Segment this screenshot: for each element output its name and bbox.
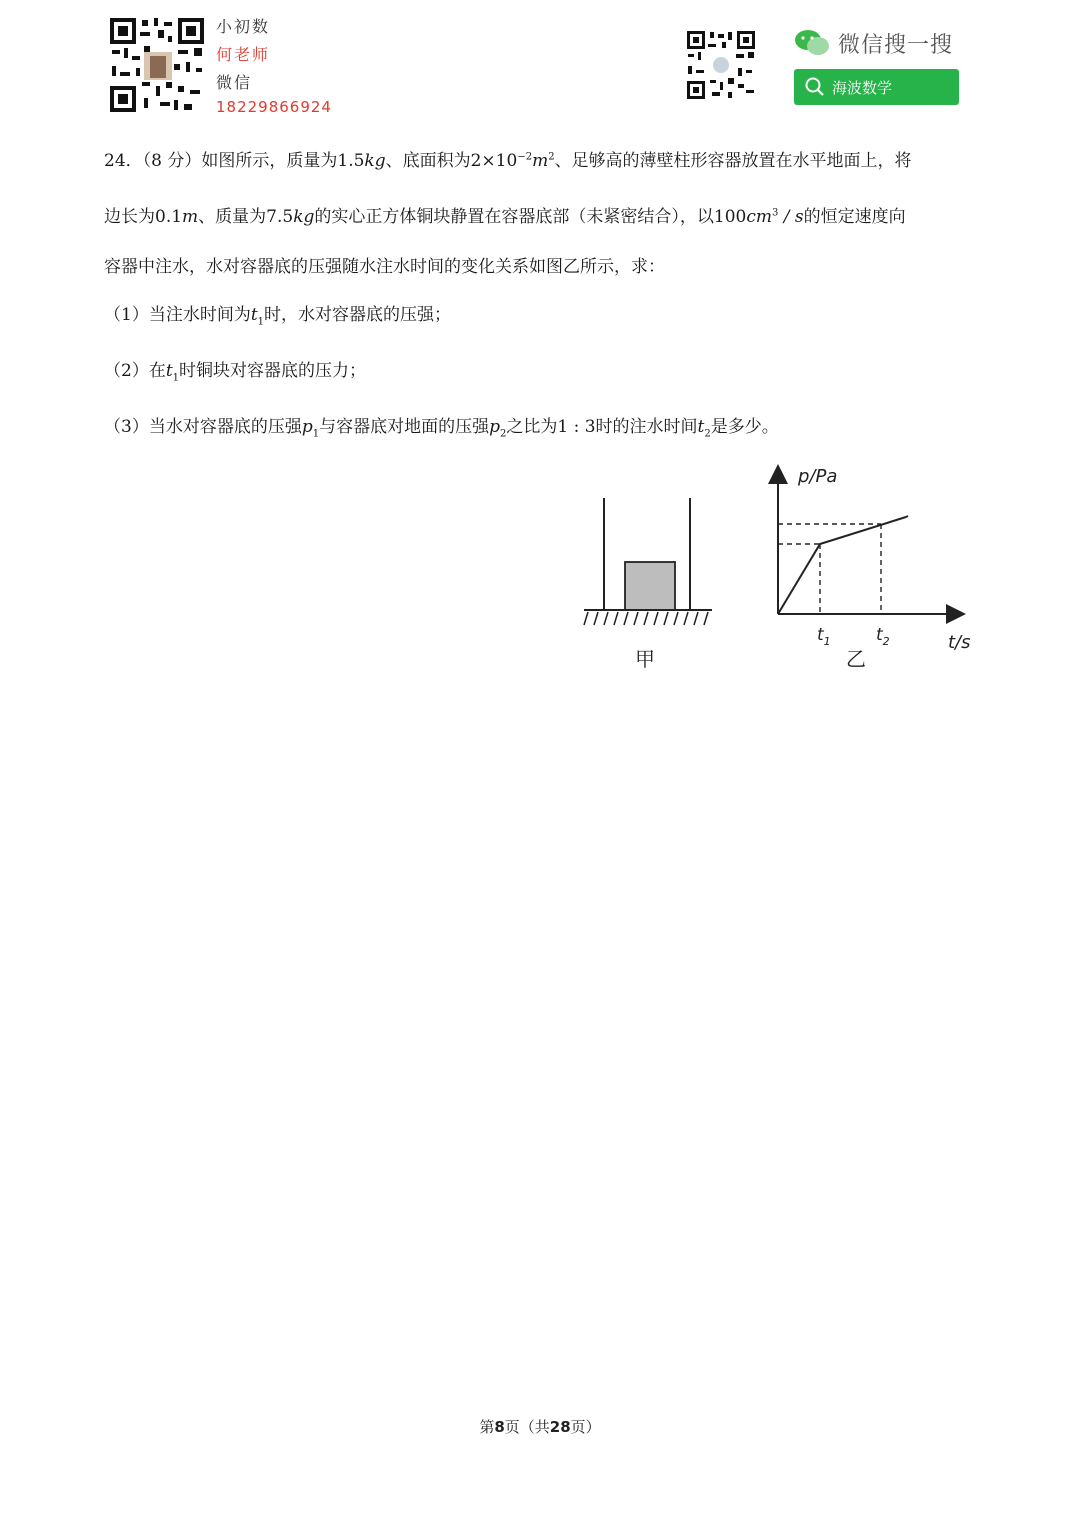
exponent: 2: [548, 151, 555, 163]
exponent: −2: [517, 151, 533, 163]
figure-pressure-time-graph: [760, 460, 982, 672]
page-footer: [0, 1416, 1080, 1437]
text-segment: 、底面积为: [385, 151, 471, 171]
figure-yi-caption: 乙: [846, 647, 866, 671]
unit: cm: [746, 207, 773, 227]
text-segment: 边长为: [104, 207, 155, 227]
variable: p: [489, 417, 500, 437]
text-segment: （1）当注水时间为: [104, 305, 251, 325]
variable: t: [697, 417, 705, 437]
text-segment: 如图所示，质量为: [201, 151, 338, 171]
text-segment: （2）在: [104, 361, 166, 381]
figure-container-diagram: [580, 492, 720, 672]
exponent: 3: [772, 207, 779, 219]
footer-text: 页（共: [504, 1418, 550, 1436]
text-segment: （3）当水对容器底的压强: [104, 417, 302, 437]
unit: kg: [364, 151, 386, 171]
qr-code-graphic-small: [686, 30, 756, 100]
unit: m: [182, 207, 199, 227]
text-segment: 与容器底对地面的压强: [319, 417, 490, 437]
text-segment: 、质量为: [198, 207, 267, 227]
unit: / s: [778, 207, 804, 227]
pressure-curve-tail: [906, 516, 908, 517]
text-segment: 的恒定速度向: [803, 207, 906, 227]
y-axis-label: p/Pa: [798, 466, 838, 487]
wechat-search-box[interactable]: [794, 69, 959, 105]
subscript: 1: [312, 428, 320, 440]
text-segment: 的实心正方体铜块静置在容器底部（未紧密结合），以: [314, 207, 714, 227]
variable: p: [301, 417, 313, 437]
header-line-3: 微信: [216, 73, 253, 92]
cube-side: 0.1: [155, 207, 183, 227]
text-segment: 、足够高的薄壁柱形容器放置在水平地面上，将: [554, 151, 912, 171]
base-area: 2×10: [470, 151, 518, 171]
fill-rate: 100: [713, 207, 747, 227]
subscript: 2: [499, 428, 507, 440]
wechat-logo-icon: [794, 28, 830, 58]
unit: m: [532, 151, 549, 171]
total-pages: 28: [549, 1418, 571, 1436]
problem-line-3: 容器中注水，水对容器底的压强随水注水时间的变化关系如图乙所示，求：: [104, 257, 665, 277]
variable: t: [165, 361, 173, 381]
contact-qr-code: [108, 16, 206, 114]
question-1: [104, 300, 451, 327]
footer-text: 第: [479, 1418, 495, 1436]
wechat-search-title: 微信搜一搜: [838, 33, 954, 58]
copper-cube: [625, 562, 675, 610]
header-line-2: 何老师: [216, 45, 271, 64]
text-segment: 时的注水时间: [595, 417, 698, 437]
tick-t2: $t_2$: [876, 625, 890, 648]
page-number: 8: [494, 1418, 505, 1436]
wechat-search-keyword: 海波数学: [832, 78, 893, 97]
footer-text: 页）: [570, 1418, 601, 1436]
text-segment: 时铜块对容器底的压力；: [179, 361, 367, 381]
unit: kg: [293, 207, 315, 227]
text-segment: 时，水对容器底的压强；: [264, 305, 452, 325]
ground-hatching: [584, 612, 708, 625]
x-axis-label: t/s: [948, 632, 971, 653]
subscript: 2: [704, 428, 711, 440]
figure-jia-caption: 甲: [635, 647, 655, 671]
tick-t1: $t_1$: [817, 625, 831, 648]
header-phone: 18229866924: [216, 98, 332, 116]
pressure-curve: [778, 517, 906, 614]
problem-number: 24．: [104, 151, 143, 171]
variable: t: [250, 305, 258, 325]
subscript: 1: [172, 372, 180, 384]
question-2: [104, 356, 366, 383]
container-mass: 1.5: [337, 151, 365, 171]
text-segment: 是多少。: [710, 417, 779, 437]
header-line-1: 小初数: [216, 17, 271, 36]
problem-line-1: [104, 146, 912, 171]
qr-code-graphic: [108, 16, 206, 114]
search-icon: [802, 74, 828, 100]
subscript: 1: [257, 316, 265, 328]
wechat-qr-code: [686, 30, 756, 100]
cube-mass: 7.5: [266, 207, 294, 227]
pressure-ratio: 1 : 3: [557, 417, 596, 437]
problem-line-2: [104, 202, 906, 227]
text-segment: 之比为: [506, 417, 558, 437]
problem-points: （8 分）: [142, 151, 202, 171]
question-3: [104, 412, 779, 439]
